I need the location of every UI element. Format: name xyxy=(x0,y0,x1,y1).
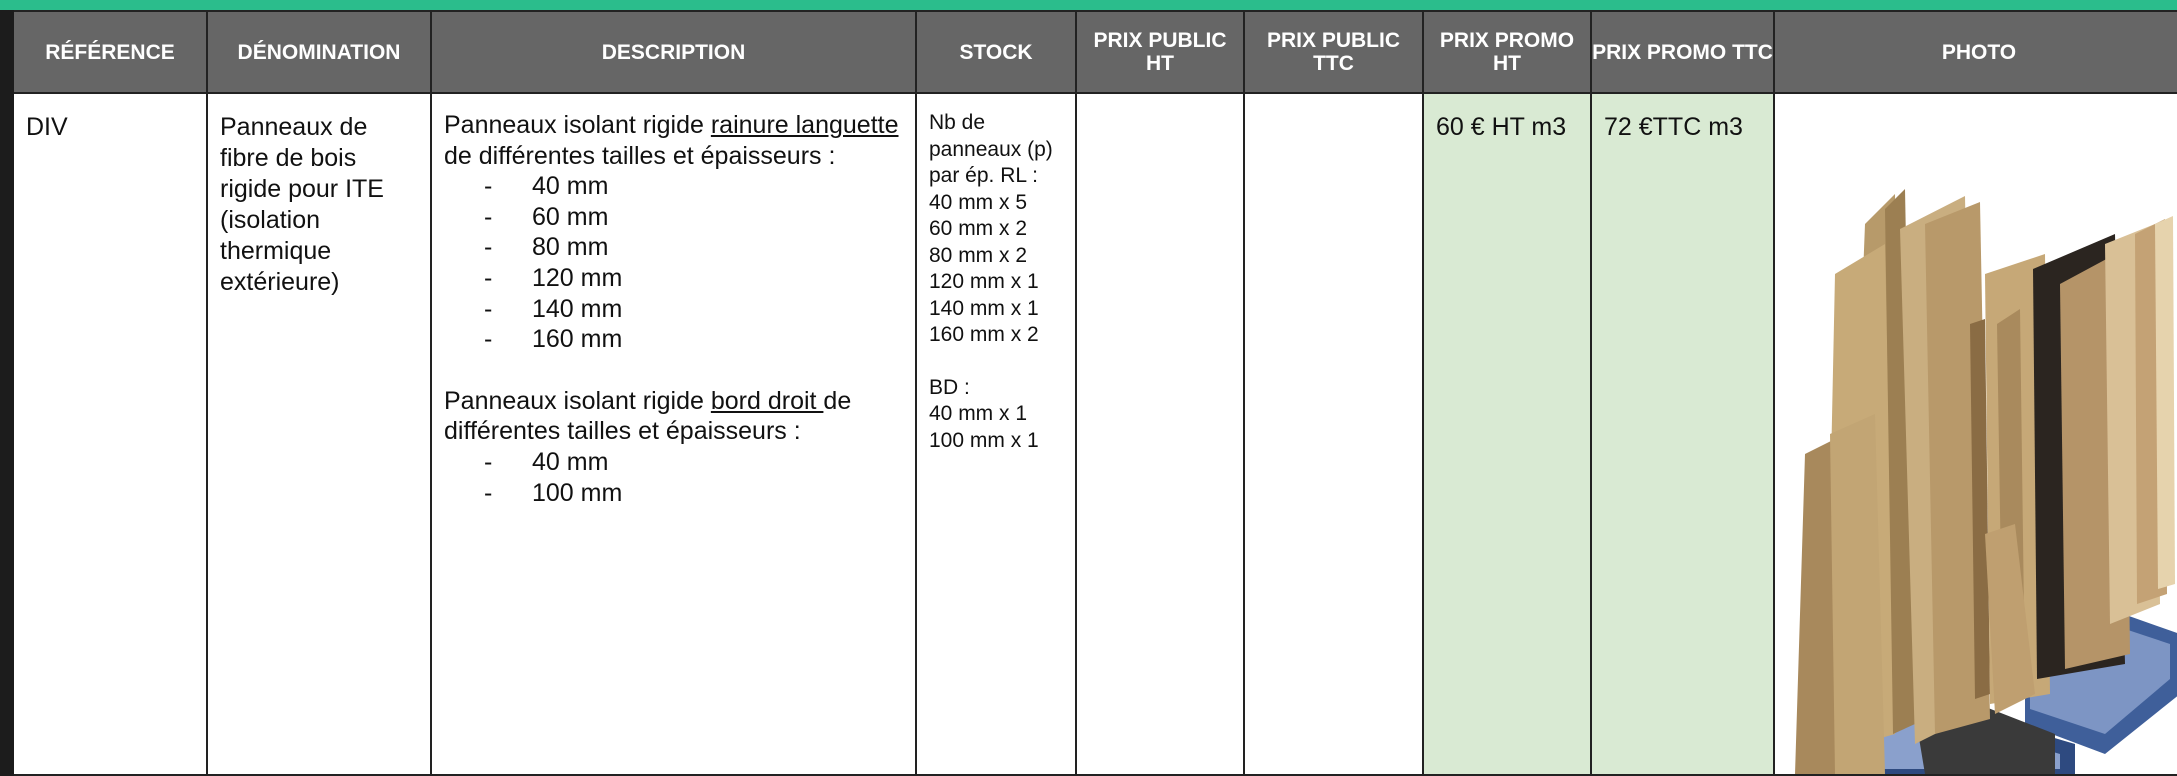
col-header-reference: RÉFÉRENCE xyxy=(7,11,207,93)
description-rl-rest: de différentes tailles et épaisseurs : xyxy=(444,141,836,170)
stock-line: 140 mm x 1 xyxy=(929,296,1039,320)
stock-line: 160 mm x 2 xyxy=(929,323,1039,346)
table-row xyxy=(7,93,2177,775)
prix-promo-ttc-value: 72 €TTC m3 xyxy=(1604,113,1743,141)
description-bd-list xyxy=(444,447,905,508)
list-item: - 100 mm xyxy=(444,478,905,509)
col-header-description: DESCRIPTION xyxy=(431,11,916,93)
stock-intro: Nb de panneaux (p) par ép. RL : xyxy=(929,111,1053,187)
description-rl-intro: Panneaux isolant rigide xyxy=(444,111,711,139)
stock-line: 120 mm x 1 xyxy=(929,270,1039,293)
description-rl-underlined: rainure languette xyxy=(710,111,899,139)
product-photo xyxy=(1775,134,2177,774)
cell-denomination xyxy=(207,93,431,775)
col-header-prix-public-ttc: PRIX PUBLIC TTC xyxy=(1244,11,1423,93)
prix-public-ttc-value xyxy=(1245,94,1422,112)
stock-bd-label: BD : xyxy=(929,375,970,399)
description-bd-paragraph xyxy=(444,386,905,447)
col-header-prix-public-ht: PRIX PUBLIC HT xyxy=(1076,11,1244,93)
col-header-photo: PHOTO xyxy=(1774,11,2177,93)
description-rl-paragraph xyxy=(444,110,905,171)
denomination-value: Panneaux de fibre de bois rigide pour ITE (isolation thermique extérieure) xyxy=(220,113,384,296)
col-header-stock: STOCK xyxy=(916,11,1076,93)
description-bd-intro: Panneaux isolant rigide xyxy=(444,386,711,415)
cell-prix-public-ttc xyxy=(1244,93,1423,775)
description-block xyxy=(432,94,915,508)
cell-prix-public-ht xyxy=(1076,93,1244,775)
description-bd-rest: de différentes tailles et épaisseurs : xyxy=(444,386,852,446)
list-item: - 60 mm xyxy=(444,202,905,233)
list-item: - 40 mm xyxy=(444,171,905,202)
cell-photo xyxy=(1774,93,2177,775)
stock-block xyxy=(917,94,1075,454)
stock-line: 80 mm x 2 xyxy=(929,243,1028,267)
description-rl-list xyxy=(444,171,905,355)
prix-public-ht-value xyxy=(1077,94,1243,112)
stock-line: 40 mm x 1 xyxy=(929,402,1028,425)
list-item: - 140 mm xyxy=(444,294,905,325)
cell-description xyxy=(431,93,916,775)
list-item: - 80 mm xyxy=(444,232,905,263)
list-item: - 40 mm xyxy=(444,447,905,478)
col-header-prix-promo-ttc: PRIX PROMO TTC xyxy=(1591,11,1774,93)
stock-line: 40 mm x 5 xyxy=(929,190,1028,214)
prix-promo-ht-value: 60 € HT m3 xyxy=(1436,113,1567,141)
cell-prix-promo-ttc xyxy=(1591,93,1774,775)
cell-reference xyxy=(7,93,207,775)
description-bd-underlined: bord droit xyxy=(710,386,824,415)
list-item: - 160 mm xyxy=(444,324,905,355)
list-item: - 120 mm xyxy=(444,263,905,294)
stock-line: 100 mm x 1 xyxy=(929,428,1039,452)
col-header-denomination: DÉNOMINATION xyxy=(207,11,431,93)
header-row xyxy=(7,11,2177,93)
stock-line: 60 mm x 2 xyxy=(929,217,1028,240)
cell-prix-promo-ht xyxy=(1423,93,1591,775)
cell-stock xyxy=(916,93,1076,775)
col-header-prix-promo-ht: PRIX PROMO HT xyxy=(1423,11,1591,93)
product-table xyxy=(0,10,2177,776)
reference-value: DIV xyxy=(26,113,68,141)
